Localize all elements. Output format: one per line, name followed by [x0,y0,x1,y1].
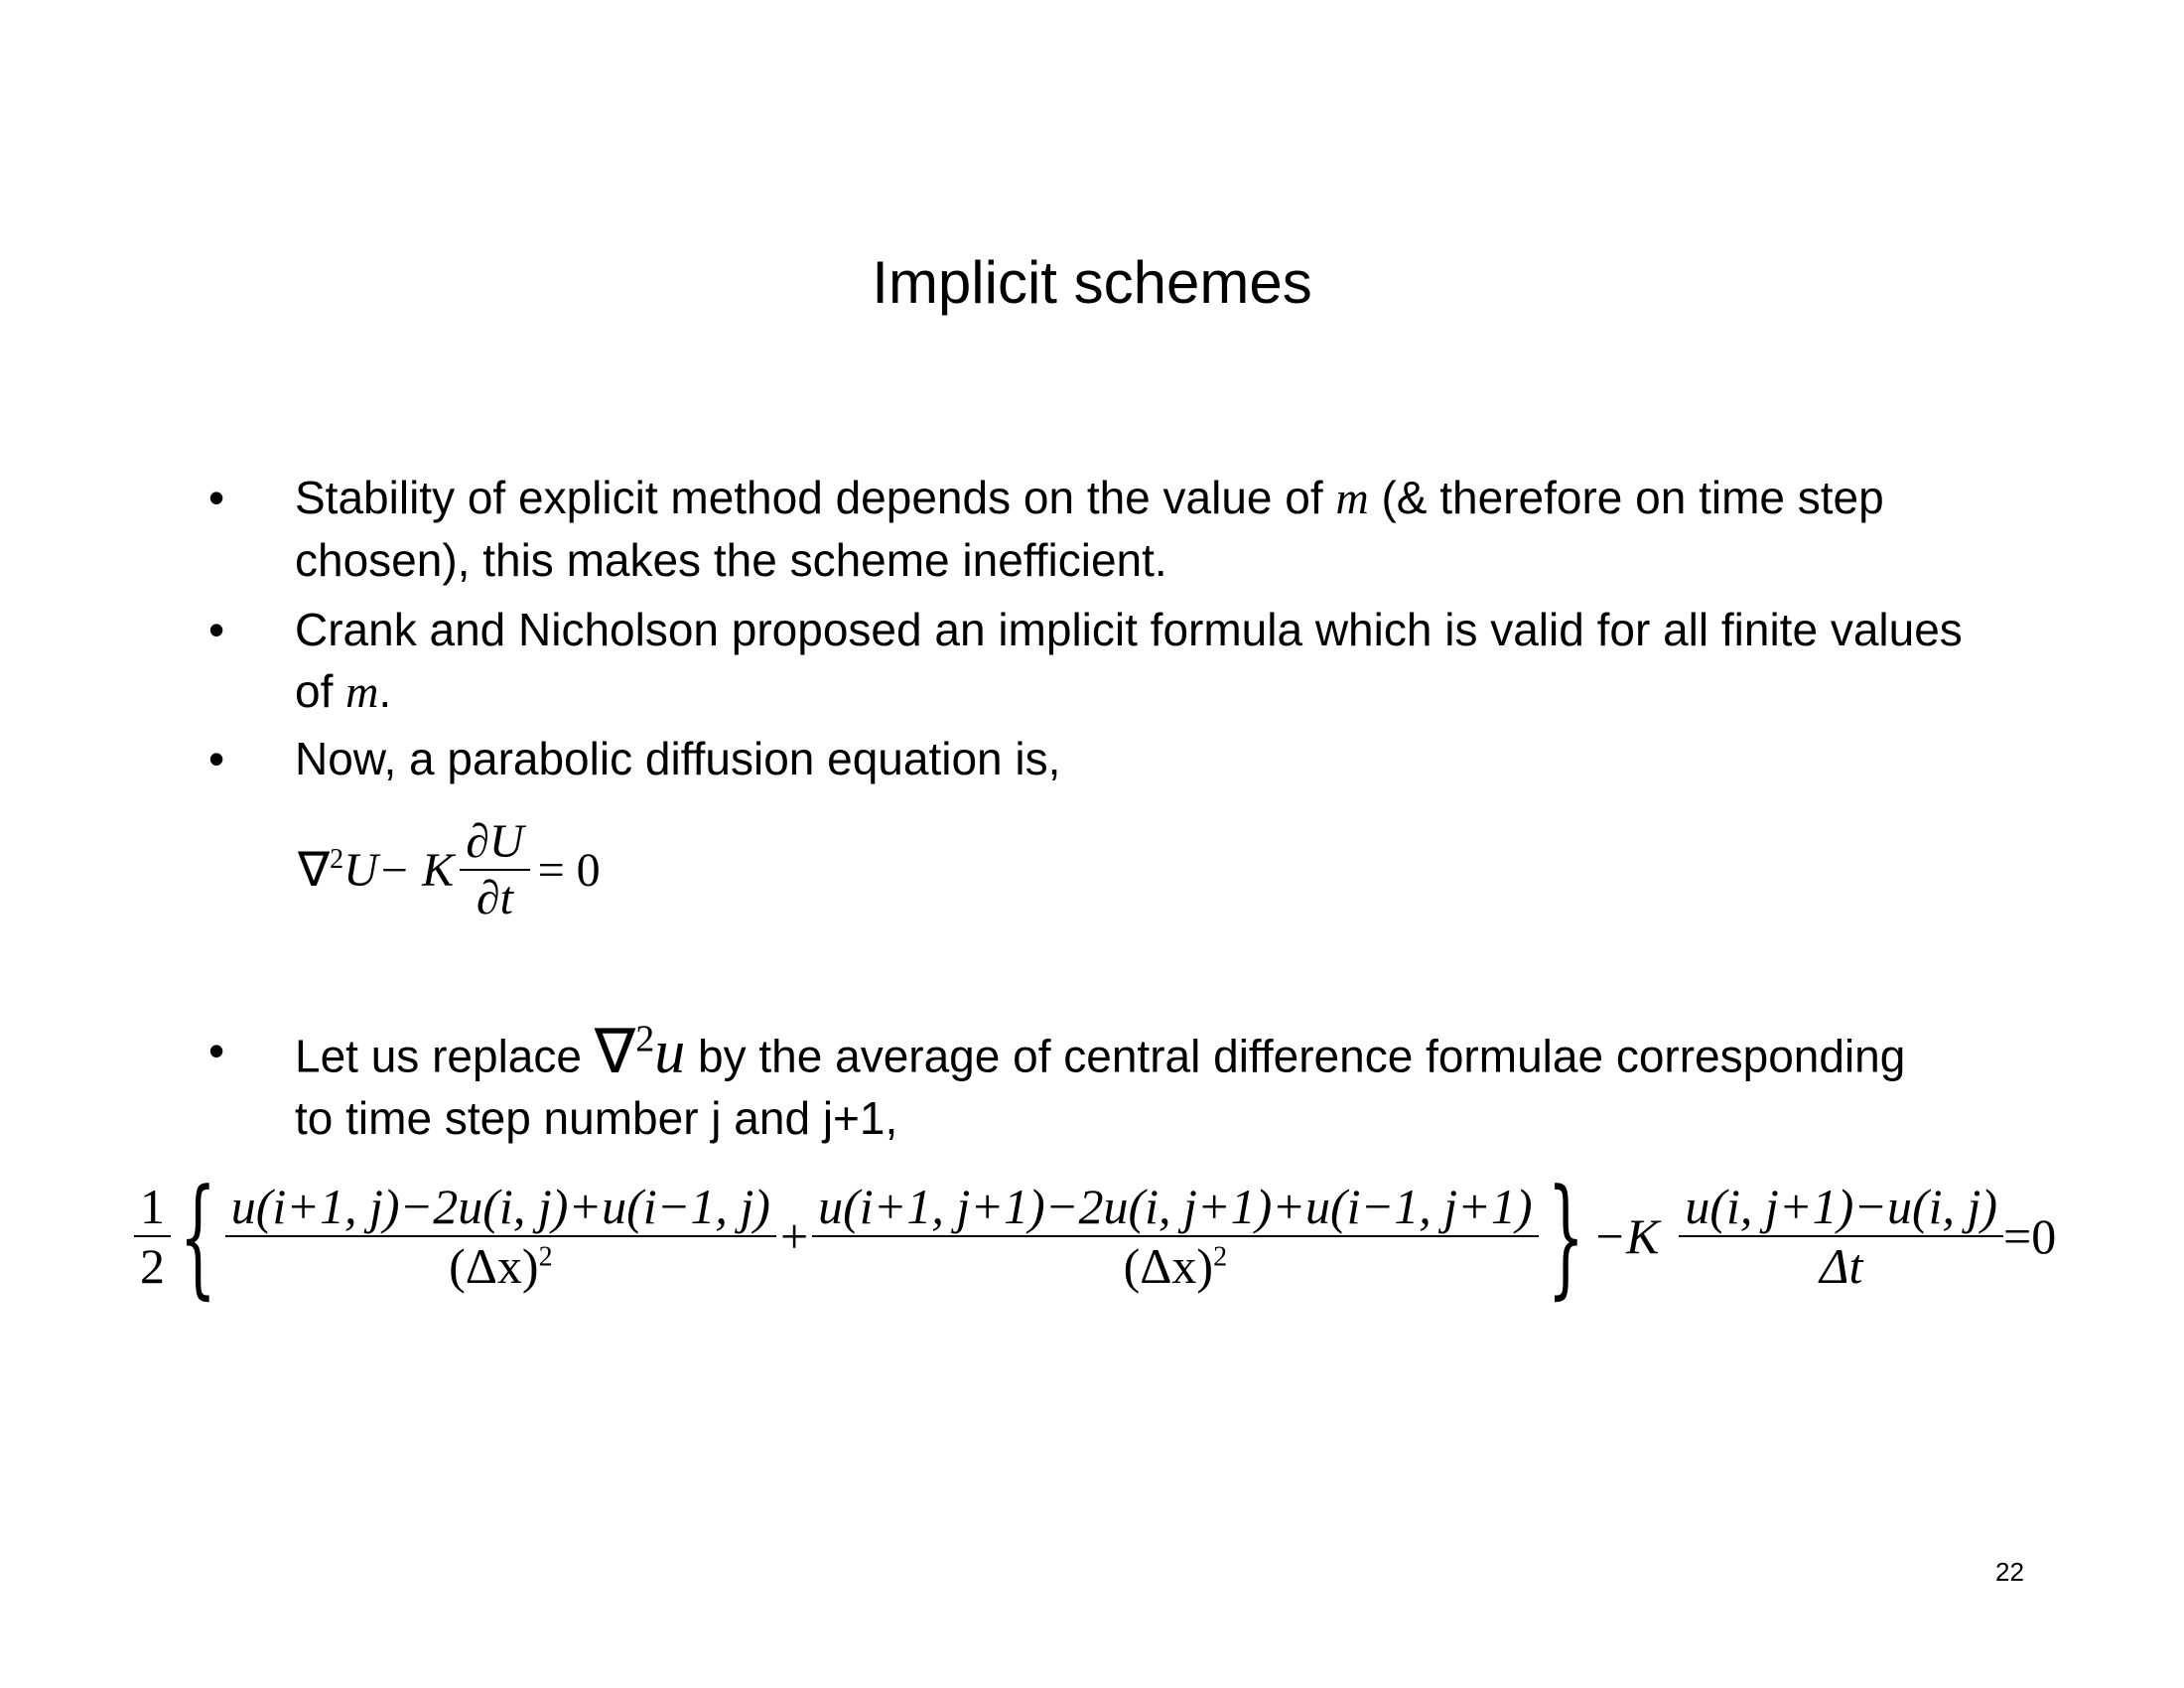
fraction-denominator: 2 [140,1238,165,1294]
equals-zero: = 0 [537,843,601,897]
half-fraction [134,1178,171,1295]
page-number: 22 [1995,1557,2024,1587]
bullet-text: Let us replace ∇$^2$u by the average of central difference formulae corresponding to time step number j and j+1, [295,1018,1906,1144]
bullet-marker: • [208,733,225,784]
fraction-denominator: $(\Delta x)^2$ [449,1238,553,1294]
variable-m: m [345,666,379,717]
bullet-replace-operator [208,1008,1946,1149]
fraction-numerator: u(i, j+1)−u(i, j) [1679,1178,2003,1237]
minus-K: −K [1592,1208,1660,1264]
bullet-crank-nicholson [208,599,1963,723]
fraction-numerator: u(i+1, j)−2u(i, j)+u(i−1, j) [225,1178,776,1237]
fraction-numerator: ∂U [460,814,529,871]
variable-U: U [343,843,378,897]
nabla-symbol: ∇ [298,844,331,897]
difference-term-j-plus-1 [812,1178,1538,1295]
bullet-parabolic [208,728,1946,789]
time-difference-term [1679,1178,2003,1295]
diffusion-equation: ∇ 2 U − K $\frac{\partial U}{\partial t}$ = 0 [298,815,601,924]
partial-derivative-fraction [460,814,529,925]
fraction-denominator: ∂t [476,872,513,924]
open-brace: { [179,1161,216,1312]
close-brace: } [1547,1161,1584,1312]
crank-nicolson-equation [134,1161,2080,1340]
fraction-numerator: u(i+1, j+1)−2u(i, j+1)+u(i−1, j+1) [812,1178,1538,1237]
plus-sign: + [779,1208,809,1264]
minus-K: − K [377,843,455,897]
bullet-marker: • [208,472,225,523]
variable-m: m [1335,473,1369,523]
slide-title: Implicit schemes [872,249,1312,316]
bullet-text: Now, a parabolic diffusion equation is, [295,733,1061,784]
fraction-numerator: 1 [134,1178,171,1237]
bullet-marker: • [208,604,225,655]
difference-term-j [225,1178,776,1295]
bullet-explicit-stability [208,467,1946,591]
bullet-text: Crank and Nicholson proposed an implicit formula which is valid for all finite values of m. [295,604,1963,717]
fraction-denominator: Δt [1820,1238,1863,1294]
equals-zero: =0 [2003,1208,2057,1264]
fraction-denominator: $(\Delta x)^2$ [1123,1238,1228,1294]
bullet-text: Stability of explicit method depends on the value of m (& therefore on time step chosen), this makes the scheme inefficient. [295,472,1884,586]
bullet-marker: • [208,1025,225,1076]
laplacian-u: ∇$^2$u [594,1018,686,1086]
